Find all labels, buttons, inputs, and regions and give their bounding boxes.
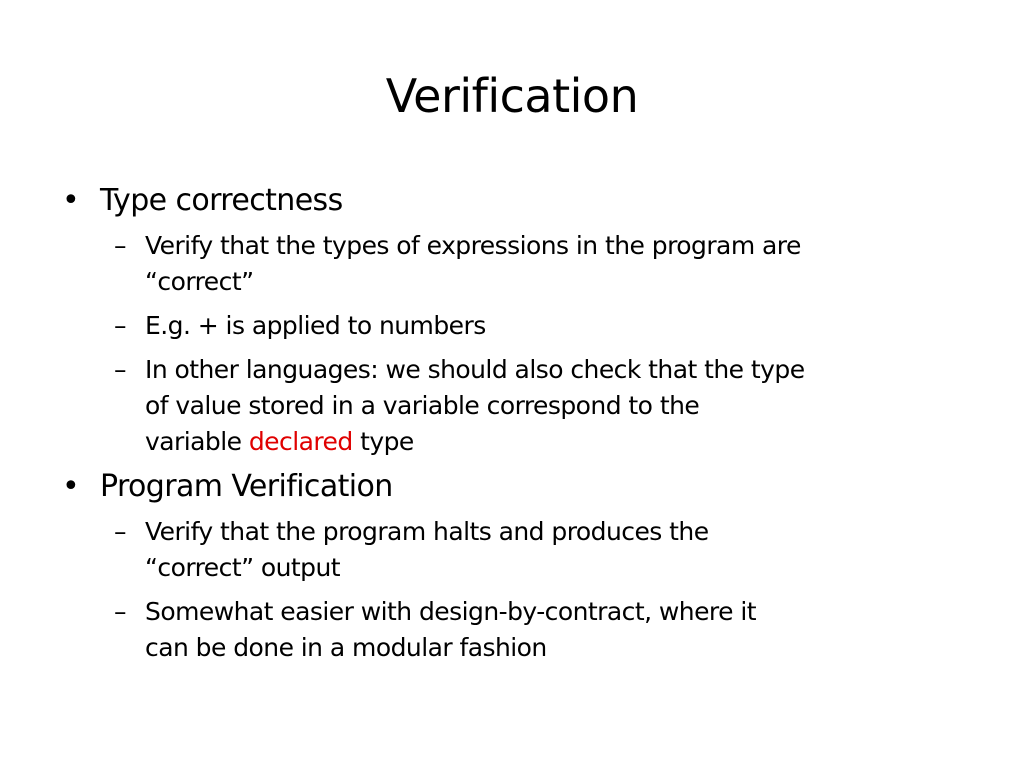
- dash-icon: –: [114, 517, 126, 546]
- sub-bullet-text: [145, 352, 976, 460]
- dash-icon: –: [114, 355, 126, 384]
- dash-icon: –: [114, 597, 126, 626]
- sub-bullet-text-before: In other languages: we should also check that the type of value stored in a variable correspond to the variable: [145, 355, 805, 456]
- bullet-type-correctness: [56, 182, 976, 220]
- bullet-icon: •: [62, 183, 80, 218]
- sub-bullet: [56, 228, 976, 300]
- bullet-icon: •: [62, 469, 80, 504]
- sub-bullet: [56, 308, 976, 344]
- sub-bullet-text-after: type: [352, 427, 414, 456]
- sub-bullet-text: Verify that the types of expressions in the program are “correct”: [145, 231, 801, 296]
- sub-bullet: [56, 352, 976, 460]
- sub-bullet-text: Somewhat easier with design-by-contract, where it can be done in a modular fashion: [145, 597, 756, 662]
- bullet-heading: Type correctness: [100, 183, 343, 218]
- sub-bullet: [56, 594, 976, 666]
- highlighted-word: declared: [248, 427, 353, 456]
- slide-content: [56, 182, 976, 666]
- bullet-heading: Program Verification: [100, 469, 393, 504]
- sub-bullet-text: E.g. + is applied to numbers: [145, 311, 486, 340]
- bullet-program-verification: [56, 468, 976, 506]
- dash-icon: –: [114, 311, 126, 340]
- slide-title: Verification: [385, 69, 639, 123]
- sub-bullet: [56, 514, 976, 586]
- sub-bullet-text: Verify that the program halts and produces the “correct” output: [145, 517, 709, 582]
- dash-icon: –: [114, 231, 126, 260]
